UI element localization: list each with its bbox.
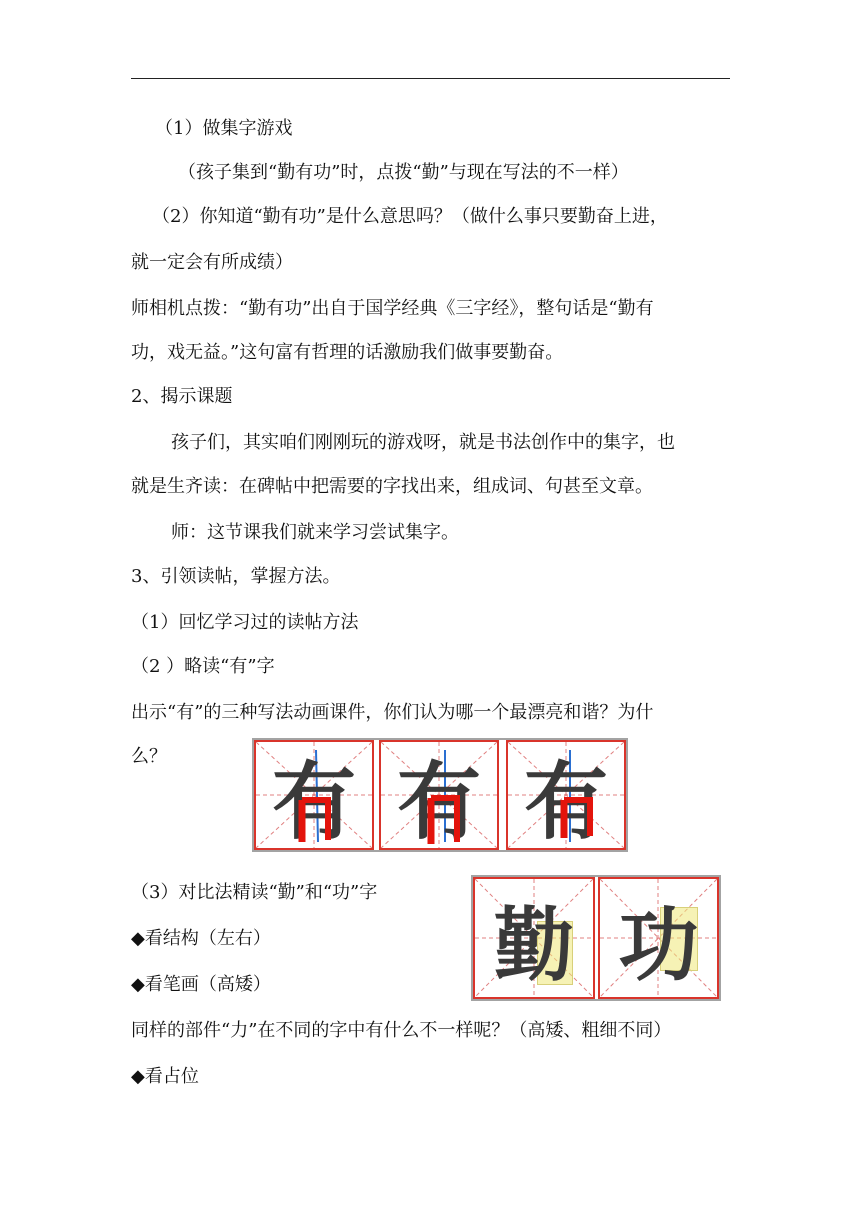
bullet-item: ◆看结构（左右） <box>131 928 271 949</box>
character-glyph: 有 <box>523 752 608 851</box>
grid-cell-gong <box>598 877 719 999</box>
text-line: 师：这节课我们就来学习尝试集字。 <box>171 522 459 543</box>
text-line: 师相机点拨：“勤有功”出自于国学经典《三字经》，整句话是“勤有 <box>131 298 654 319</box>
grid-cell-you-3 <box>506 740 626 850</box>
text-line: （1）回忆学习过的读帖方法 <box>131 612 359 633</box>
character-glyph: 有 <box>396 752 481 851</box>
stroke-highlight <box>381 742 497 851</box>
text-line: （孩子集到“勤有功”时，点拨“勤”与现在写法的不一样） <box>178 162 629 183</box>
text-line: （2 ）略读“有”字 <box>131 656 275 677</box>
grid-cell-you-2 <box>379 740 499 850</box>
text-line: 就一定会有所成绩） <box>131 252 293 273</box>
text-line: 么？ <box>131 746 167 767</box>
text-line: （1）做集字游戏 <box>155 118 293 139</box>
section-heading: 2、揭示课题 <box>131 386 233 407</box>
character-glyph: 功 <box>618 898 699 992</box>
bullet-item: ◆看占位 <box>131 1066 199 1087</box>
stroke-highlight <box>256 742 372 851</box>
bullet-item: ◆看笔画（高矮） <box>131 974 271 995</box>
text-line: （3）对比法精读“勤”和“功”字 <box>131 882 378 903</box>
text-line: 功，戏无益。”这句富有哲理的话激励我们做事要勤奋。 <box>131 342 564 363</box>
grid-cell-you-1 <box>254 740 374 850</box>
header-rule <box>131 78 730 79</box>
text-line: 就是生齐读：在碑帖中把需要的字找出来，组成词、句甚至文章。 <box>131 476 653 497</box>
character-glyph: 有 <box>271 752 356 851</box>
character-glyph: 勤 <box>494 898 574 992</box>
text-line: 孩子们，其实咱们刚刚玩的游戏呀，就是书法创作中的集字，也 <box>171 432 675 453</box>
text-line: （2）你知道“勤有功”是什么意思吗？（做什么事只要勤奋上进， <box>152 206 668 227</box>
stroke-highlight <box>508 742 624 851</box>
grid-cell-qin <box>473 877 595 999</box>
section-heading: 3、引领读帖，掌握方法。 <box>131 566 341 587</box>
text-line: 出示“有”的三种写法动画课件，你们认为哪一个最漂亮和谐？为什 <box>131 702 654 723</box>
text-line: 同样的部件“力”在不同的字中有什么不一样呢？（高矮、粗细不同） <box>131 1020 672 1041</box>
